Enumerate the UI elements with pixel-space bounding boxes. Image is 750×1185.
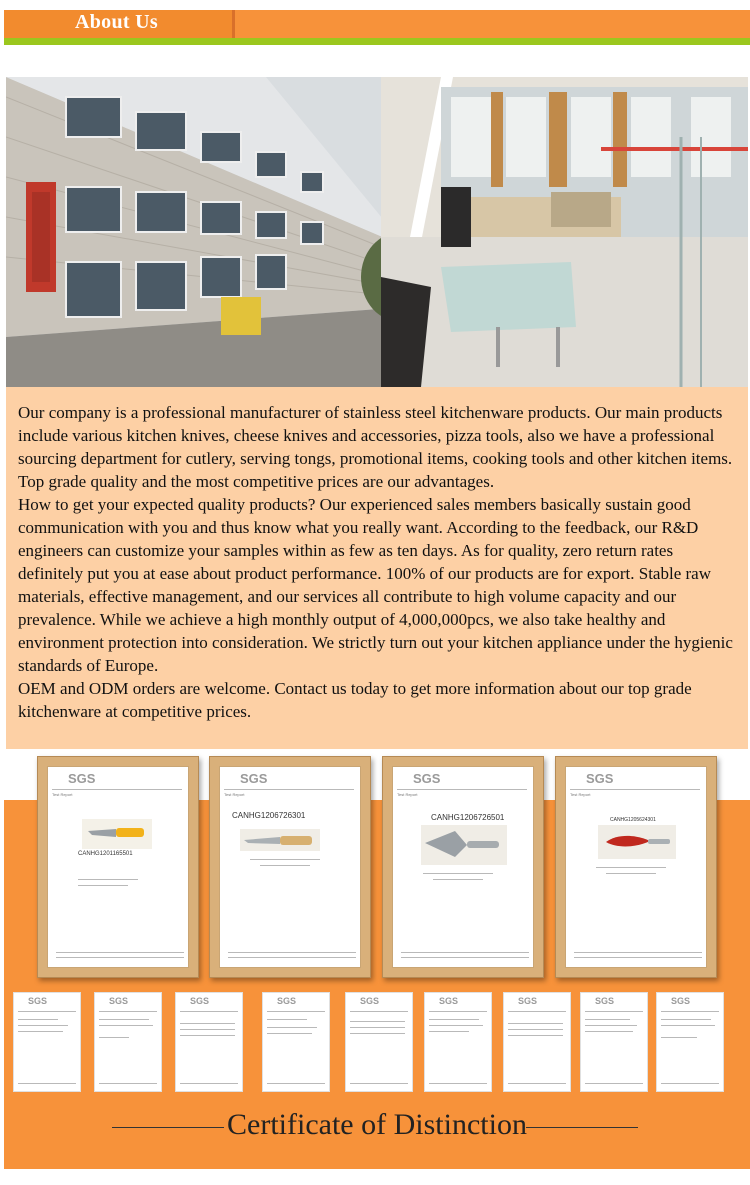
certificate-code-3: CANHG1206726501	[431, 813, 505, 822]
about-us-header	[0, 0, 750, 48]
mini-certificate-7	[503, 992, 571, 1092]
certificate-frame-4: SGS Test Report CANHG1205624301	[555, 756, 717, 978]
sgs-logo-icon: SGS	[413, 771, 441, 786]
certificate-title: Certificate of Distinction	[227, 1108, 527, 1141]
mini-certificate-2	[94, 992, 162, 1092]
mini-certificate-1	[13, 992, 81, 1092]
sgs-logo-icon: SGS	[586, 771, 614, 786]
header-tab-edge	[232, 10, 235, 38]
cheese-knife-sample-image	[240, 829, 320, 851]
mini-certificate-8	[580, 992, 648, 1092]
office-interior-photo	[381, 77, 748, 387]
certificate-code-4: CANHG1205624301	[610, 817, 656, 823]
about-paragraph-2: How to get your expected quality products? Our experienced sales members basically sustain good communication with you and thus know what you really want. According to the feedback, our R&D engineers can customize your samples within as few as ten days. As for quality, zero return rates definitely put you at ease about product performance. 100% of our products are for export. Stable raw materials, effective management, and our services all contribute to high volume capacity and our prevalence. While we achieve a high monthly output of 4,000,000pcs, we also take healthy and environment protection into consideration. We strictly turn out your kitchen appliance under the hygienic standards of Europe.	[18, 495, 733, 675]
section-title: About Us	[75, 11, 158, 33]
sgs-logo-icon: SGS	[518, 996, 538, 1006]
sgs-logo-icon: SGS	[360, 996, 380, 1006]
mini-certificate-4	[262, 992, 330, 1092]
about-description	[6, 387, 748, 749]
certificate-frame-3: SGS Test Report CANHG1206726501	[382, 756, 544, 978]
sgs-logo-icon: SGS	[68, 771, 96, 786]
certificate-code-1: CANHG1201165501	[78, 851, 133, 857]
sgs-logo-icon: SGS	[595, 996, 615, 1006]
sgs-logo-icon: SGS	[109, 996, 129, 1006]
sgs-logo-icon: SGS	[671, 996, 691, 1006]
sgs-logo-icon: SGS	[240, 771, 268, 786]
chili-knife-sample-image	[598, 825, 676, 859]
sgs-logo-icon: SGS	[190, 996, 210, 1006]
mini-certificate-9	[656, 992, 724, 1092]
sgs-logo-icon: SGS	[28, 996, 48, 1006]
factory-building-photo	[6, 77, 442, 387]
mini-certificate-6	[424, 992, 492, 1092]
certificate-heading	[4, 1105, 750, 1145]
mini-certificate-5	[345, 992, 413, 1092]
certificate-code-2: CANHG1206726301	[232, 811, 306, 820]
about-paragraph-1: Our company is a professional manufacturer of stainless steel kitchenware products. Our main products include various kitchen knives, cheese knives and accessories, pizza tools, also we have a professional sourcing department for cutlery, serving tongs, promotional items, cooking tools and other kitchen items. Top grade quality and the most competitive prices are our advantages.	[18, 403, 733, 491]
sgs-logo-icon: SGS	[277, 996, 297, 1006]
company-photos	[6, 77, 748, 387]
knife-sample-image	[82, 819, 152, 849]
certificate-frame-2: SGS Test Report CANHG1206726301	[209, 756, 371, 978]
certificate-frame-1: SGS Test Report CANHG1201165501	[37, 756, 199, 978]
header-green-bar	[4, 38, 750, 45]
about-paragraph-3: OEM and ODM orders are welcome. Contact us today to get more information about our top grade kitchenware at competitive prices.	[18, 679, 692, 721]
sgs-logo-icon: SGS	[439, 996, 459, 1006]
pizza-tool-sample-image	[421, 825, 507, 865]
mini-certificate-3	[175, 992, 243, 1092]
